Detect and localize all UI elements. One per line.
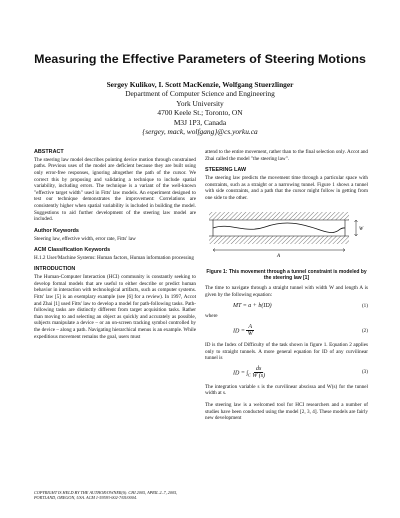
equation-1-number: (1) xyxy=(361,302,368,309)
equation-3-numerator: ds xyxy=(255,365,262,372)
continued-text: attend to the entire movement, rather than to the final selection only. Accot and Zhai called the model "the steering law". xyxy=(205,149,368,162)
equation-1 xyxy=(205,303,368,310)
author-email: {sergey, mack, wolfgang}@cs.yorku.ca xyxy=(142,127,258,137)
equation-3-number: (3) xyxy=(361,369,368,376)
width-label: W xyxy=(359,227,364,233)
equation-2-lhs: ID = xyxy=(233,328,245,335)
introduction-heading: INTRODUCTION xyxy=(34,266,76,273)
index-of-difficulty-text: ID is the Index of Difficulty of the task shown in figure 1. Equation 2 applies only to straight tunnels. A more general equation for ID of any curvilinear tunnel is xyxy=(205,341,368,362)
keywords-text: Steering law, effective width, error rate, Fitts' law xyxy=(34,235,136,242)
introduction-text: The Human-Computer Interaction (HCI) community is constantly seeking to develop formal models that are useful to either describe or predict human behavior in interaction with technological artifacts, such as computer systems. Fitts' law [5] is an exemplary example (see [6] for a review). In 1997, Accot and Zhai [1] used Fitts' law to develop a model for path-following tasks. Path-following tasks are distinctly different from target acquisition tasks. Rather than moving to and selecting an object as quickly and accurately as possible, subjects manipulate a device – or an on-screen tracking symbol controlled by the device – along a path. Navigating hierarchical menus is an example. While expeditious movement remains the goal, users must xyxy=(34,274,196,340)
equation-3-fraction xyxy=(252,366,265,380)
equation-2-numerator: A xyxy=(248,323,253,330)
equation-3-denominator: W (s) xyxy=(252,373,266,380)
equation-3-subscript: C xyxy=(248,372,251,378)
acm-text: H.1.2 User/Machine Systems: Human factors, Human information processing xyxy=(34,254,194,261)
keywords-heading: Author Keywords xyxy=(34,227,79,234)
author-university: York University xyxy=(176,98,224,108)
right-column xyxy=(205,149,368,422)
left-column xyxy=(34,149,196,340)
equation-2 xyxy=(205,324,368,338)
steering-law-text: The steering law predicts the movement time through a particular space with constraints, such as a straight or a narrowing tunnel. Figure 1 shows a tunnel with side constraints, and a path that the cursor might follow in getting from one side to the other. xyxy=(205,174,368,201)
paper-title: Measuring the Effective Parameters of Steering Motions xyxy=(34,52,366,66)
equation-3-lhs: ID = ∫ xyxy=(233,370,249,377)
length-label: A xyxy=(277,254,281,260)
equation-2-fraction xyxy=(246,324,254,338)
integration-variable-text: The integration variable s is the curvilinear abscissa and W(s) for the tunnel width at s. xyxy=(205,383,368,397)
cursor-path xyxy=(213,223,345,232)
abstract-text: The steering law model describes pointing device motion through constrained paths. Previous uses of the model are deficient because they are built using only error-free responses, ignoring altogether the path of the cursor. We correct this by proposing and validating a technique to include spatial variability, including errors. The technique is a variant of the well-known "effective target width" used in Fitts' law models. An experiment designed to test our technique demonstrates the improvement: Correlations are consistently higher when spatial variability is included in building the model. Suggestions to aid further development of the steering law model are included. xyxy=(34,156,196,223)
upper-wall xyxy=(209,212,349,220)
copyright-notice: COPYRIGHT IS HELD BY THE AUTHOR/OWNER(S). CHI 2005, APRIL 2–7, 2005, PORTLAND, OREGON, USA. ACM 1-59593-002-7/05/0004. xyxy=(34,490,178,501)
equation-1-body: MT = a + b(ID) xyxy=(233,302,272,309)
author-department: Department of Computer Science and Engineering xyxy=(125,89,275,99)
figure-caption: Figure 1: This movement through a tunnel constraint is modeled by the steering law [1] xyxy=(206,268,367,282)
equation-2-number: (2) xyxy=(361,327,368,334)
author-block xyxy=(0,80,400,136)
acm-heading: ACM Classification Keywords xyxy=(34,247,111,254)
tunnel-figure xyxy=(205,206,368,264)
equation-intro: The time to navigate through a straight tunnel with width W and length A is given by the following equation: xyxy=(205,285,368,298)
steering-law-studies-text: The steering law is a welcomed tool for HCI researchers and a number of studies have been conducted using the model [2, 3, 4]. These models are fairly new development xyxy=(205,402,368,422)
steering-law-heading: STEERING LAW xyxy=(205,167,247,174)
author-postal: M3J 1P3, Canada xyxy=(173,117,227,127)
equation-2-denominator: W xyxy=(247,331,253,338)
lower-wall xyxy=(209,236,349,244)
abstract-heading: ABSTRACT xyxy=(34,149,64,155)
where-text: where xyxy=(205,313,218,320)
author-address: 4700 Keele St.; Toronto, ON xyxy=(157,108,243,118)
equation-3 xyxy=(205,366,368,380)
author-names: Sergey Kulikov, I. Scott MacKenzie, Wolfgang Stuerzlinger xyxy=(106,80,294,89)
